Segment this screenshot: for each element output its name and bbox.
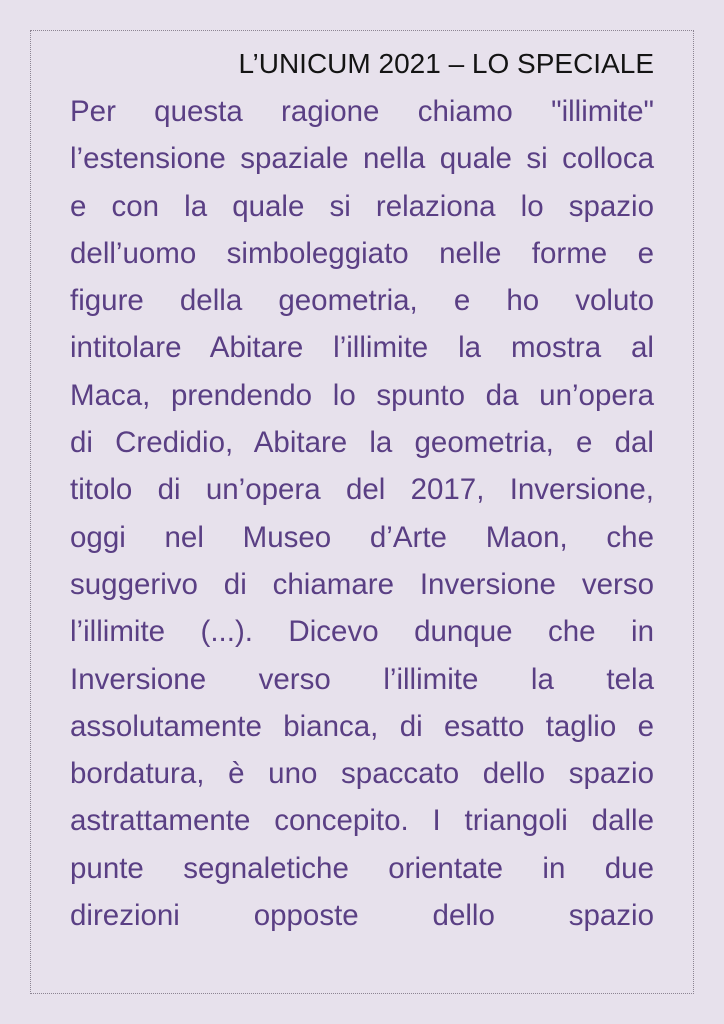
text-line: l’estensione spaziale nella quale si colloca: [70, 142, 654, 176]
text-line: di Credidio, Abitare la geometria, e dal: [70, 426, 654, 460]
text-line: assolutamente bianca, di esatto taglio e: [70, 709, 654, 743]
text-line: Inversione verso l’illimite la tela: [70, 662, 654, 696]
text-line: l’illimite (...). Dicevo dunque che in: [70, 615, 654, 649]
text-line: e con la quale si relaziona lo spazio: [70, 189, 654, 223]
text-line: titolo di un’opera del 2017, Inversione,: [70, 473, 654, 507]
text-line: bordatura, è uno spaccato dello spazio: [70, 757, 654, 791]
page-header: L’UNICUM 2021 – LO SPECIALE: [238, 48, 654, 79]
text-line: oggi nel Museo d’Arte Maon, che: [70, 520, 654, 554]
text-line: Per questa ragione chiamo "illimite": [70, 95, 654, 128]
text-line: direzioni opposte dello spazio: [70, 899, 654, 933]
text-line: intitolare Abitare l’illimite la mostra al: [70, 331, 654, 365]
text-line: figure della geometria, e ho voluto: [70, 284, 654, 318]
text-line: astrattamente concepito. I triangoli dalle: [70, 804, 654, 838]
text-line: punte segnaletiche orientate in due: [70, 851, 654, 885]
article-body: [70, 88, 654, 939]
text-line: Maca, prendendo lo spunto da un’opera: [70, 378, 654, 412]
text-line: dell’uomo simboleggiato nelle forme e: [70, 236, 654, 270]
text-line: suggerivo di chiamare Inversione verso: [70, 567, 654, 601]
